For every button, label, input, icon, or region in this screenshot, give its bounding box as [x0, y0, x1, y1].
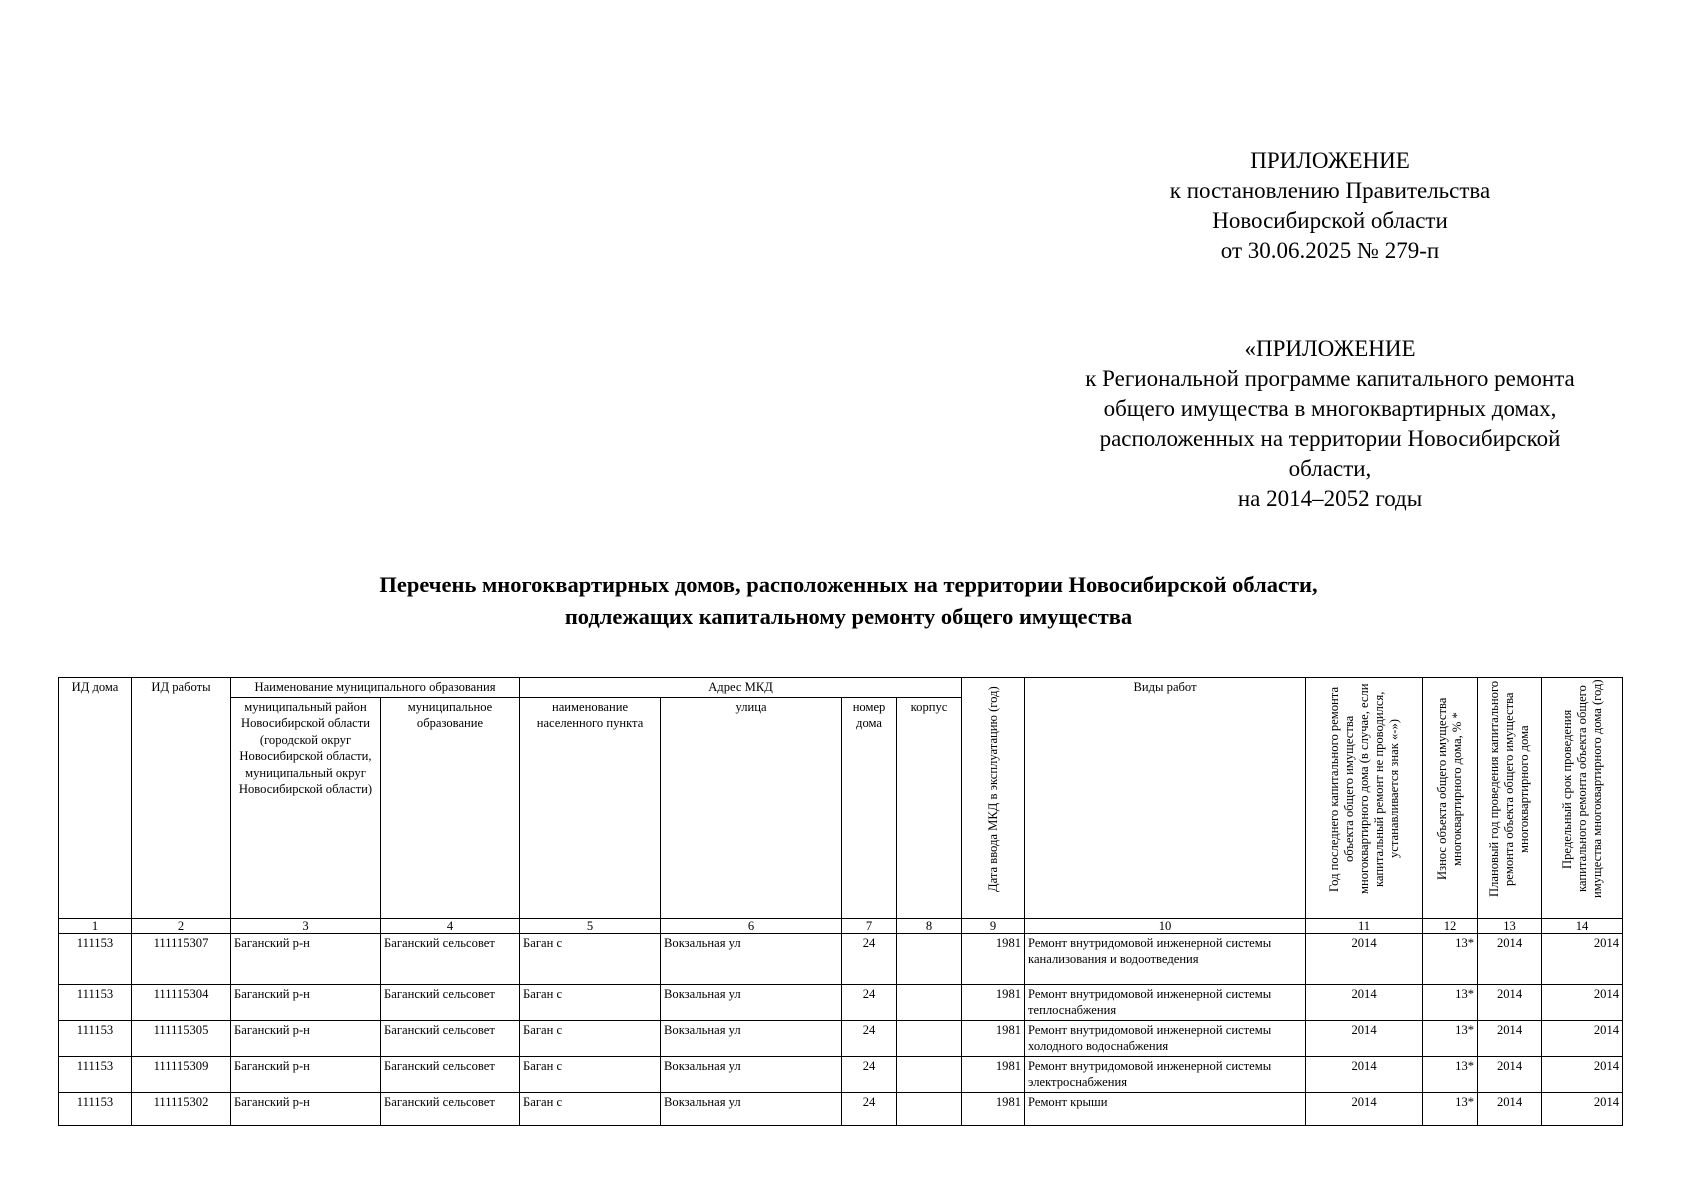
cell-building: [897, 1056, 962, 1092]
cell-street: Вокзальная ул: [661, 1056, 842, 1092]
column-number: 13: [1478, 918, 1542, 933]
cell-house-id: 111153: [59, 933, 132, 984]
cell-settlement: Баган с: [520, 1056, 661, 1092]
col-header-street: улица: [661, 697, 842, 918]
col-header-commission-year: Дата ввода МКД в эксплуатацию (год): [962, 678, 1025, 919]
cell-house-number: 24: [842, 1056, 897, 1092]
col-header-work-types: Виды работ: [1025, 678, 1306, 919]
cell-work-type: Ремонт внутридомовой инженерной системы канализования и водоотведения: [1025, 933, 1306, 984]
column-number: 9: [962, 918, 1025, 933]
col-header-house-id: ИД дома: [59, 678, 132, 919]
cell-commission-year: 1981: [962, 1056, 1025, 1092]
col-header-last-repair-year: Год последнего капитального ремонта объекта общего имущества многоквартирного дома (в случае, если капитальный ремонт не проводился, устанавливается знак «-»): [1306, 678, 1423, 919]
cell-wear: 13*: [1423, 1056, 1478, 1092]
cell-house-number: 24: [842, 1020, 897, 1056]
table-row: [59, 1056, 1623, 1092]
col-group-address: Адрес МКД: [520, 678, 962, 698]
cell-building: [897, 1020, 962, 1056]
cell-wear: 13*: [1423, 1020, 1478, 1056]
cell-building: [897, 984, 962, 1020]
cell-street: Вокзальная ул: [661, 1020, 842, 1056]
cell-work-id: 111115302: [132, 1092, 231, 1125]
cell-work-id: 111115304: [132, 984, 231, 1020]
cell-last-repair: 2014: [1306, 1020, 1423, 1056]
appendix-block-resolution: [1075, 146, 1585, 266]
cell-commission-year: 1981: [962, 933, 1025, 984]
cell-deadline: 2014: [1542, 933, 1623, 984]
cell-wear: 13*: [1423, 984, 1478, 1020]
document-title-line-1: Перечень многоквартирных домов, расположенных на территории Новосибирской области,: [379, 572, 1318, 597]
appendix-heading: ПРИЛОЖЕНИЕ: [1250, 148, 1410, 173]
cell-planned: 2014: [1478, 1056, 1542, 1092]
appendix-line: Новосибирской области: [1212, 208, 1448, 233]
cell-work-id: 111115309: [132, 1056, 231, 1092]
col-header-house-number: номер дома: [842, 697, 897, 918]
column-number: 7: [842, 918, 897, 933]
cell-street: Вокзальная ул: [661, 933, 842, 984]
cell-work-type: Ремонт внутридомовой инженерной системы теплоснабжения: [1025, 984, 1306, 1020]
cell-wear: 13*: [1423, 933, 1478, 984]
appendix-block-program: [1020, 334, 1640, 514]
col-header-settlement: наименование населенного пункта: [520, 697, 661, 918]
cell-district: Баганский р-н: [231, 1056, 381, 1092]
appendix-line: расположенных на территории Новосибирской: [1099, 426, 1561, 451]
col-header-municipal-formation: муниципальное образование: [381, 697, 520, 918]
cell-work-type: Ремонт крыши: [1025, 1092, 1306, 1125]
cell-formation: Баганский сельсовет: [381, 933, 520, 984]
cell-district: Баганский р-н: [231, 933, 381, 984]
column-number: 8: [897, 918, 962, 933]
table-row: [59, 933, 1623, 984]
cell-street: Вокзальная ул: [661, 1092, 842, 1125]
table-row: [59, 984, 1623, 1020]
cell-work-type: Ремонт внутридомовой инженерной системы холодного водоснабжения: [1025, 1020, 1306, 1056]
appendix-line: к постановлению Правительства: [1169, 178, 1491, 203]
appendix-line: общего имущества в многоквартирных домах,: [1103, 396, 1557, 421]
table-row: [59, 1020, 1623, 1056]
col-header-deadline-year: Предельный срок проведения капитального ремонта объекта общего имущества многоквартирного дома (год): [1542, 678, 1623, 919]
cell-work-type: Ремонт внутридомовой инженерной системы электроснабжения: [1025, 1056, 1306, 1092]
cell-street: Вокзальная ул: [661, 984, 842, 1020]
col-group-municipal: Наименование муниципального образования: [231, 678, 520, 698]
document-title-line-2: подлежащих капитальному ремонту общего имущества: [564, 604, 1133, 629]
cell-last-repair: 2014: [1306, 933, 1423, 984]
cell-building: [897, 1092, 962, 1125]
cell-commission-year: 1981: [962, 1092, 1025, 1125]
cell-house-number: 24: [842, 1092, 897, 1125]
cell-deadline: 2014: [1542, 1056, 1623, 1092]
cell-wear: 13*: [1423, 1092, 1478, 1125]
cell-work-id: 111115307: [132, 933, 231, 984]
col-header-wear: Износ объекта общего имущества многоквартирного дома, % *: [1423, 678, 1478, 919]
cell-last-repair: 2014: [1306, 984, 1423, 1020]
cell-last-repair: 2014: [1306, 1056, 1423, 1092]
cell-house-id: 111153: [59, 984, 132, 1020]
column-number: 12: [1423, 918, 1478, 933]
houses-repair-table: [58, 677, 1623, 1126]
cell-commission-year: 1981: [962, 1020, 1025, 1056]
header-row-top: [59, 678, 1623, 698]
appendix-date-number: от 30.06.2025 № 279-п: [1220, 238, 1440, 263]
column-number: 5: [520, 918, 661, 933]
column-number: 11: [1306, 918, 1423, 933]
cell-settlement: Баган с: [520, 1020, 661, 1056]
col-header-work-id: ИД работы: [132, 678, 231, 919]
cell-house-number: 24: [842, 984, 897, 1020]
appendix-heading: «ПРИЛОЖЕНИЕ: [1244, 336, 1416, 361]
cell-formation: Баганский сельсовет: [381, 984, 520, 1020]
column-number: 1: [59, 918, 132, 933]
col-header-building: корпус: [897, 697, 962, 918]
column-number: 4: [381, 918, 520, 933]
column-number: 2: [132, 918, 231, 933]
cell-settlement: Баган с: [520, 933, 661, 984]
cell-planned: 2014: [1478, 933, 1542, 984]
cell-planned: 2014: [1478, 984, 1542, 1020]
cell-settlement: Баган с: [520, 1092, 661, 1125]
cell-formation: Баганский сельсовет: [381, 1056, 520, 1092]
column-number: 3: [231, 918, 381, 933]
column-number: 14: [1542, 918, 1623, 933]
cell-district: Баганский р-н: [231, 1092, 381, 1125]
cell-deadline: 2014: [1542, 1020, 1623, 1056]
cell-deadline: 2014: [1542, 984, 1623, 1020]
cell-settlement: Баган с: [520, 984, 661, 1020]
cell-last-repair: 2014: [1306, 1092, 1423, 1125]
document-title: [150, 569, 1547, 633]
cell-house-number: 24: [842, 933, 897, 984]
table-row: [59, 1092, 1623, 1125]
cell-formation: Баганский сельсовет: [381, 1092, 520, 1125]
cell-planned: 2014: [1478, 1092, 1542, 1125]
cell-deadline: 2014: [1542, 1092, 1623, 1125]
cell-building: [897, 933, 962, 984]
cell-commission-year: 1981: [962, 984, 1025, 1020]
cell-house-id: 111153: [59, 1020, 132, 1056]
cell-district: Баганский р-н: [231, 1020, 381, 1056]
appendix-line: области,: [1288, 456, 1372, 481]
cell-planned: 2014: [1478, 1020, 1542, 1056]
appendix-line: к Региональной программе капитального ремонта: [1085, 366, 1575, 391]
cell-formation: Баганский сельсовет: [381, 1020, 520, 1056]
col-header-municipal-district: муниципальный район Новосибирской области (городской округ Новосибирской области, муниципальный округ Новосибирской области): [231, 697, 381, 918]
column-number: 6: [661, 918, 842, 933]
column-numbers-row: [59, 918, 1623, 933]
col-header-planned-year: Плановый год проведения капитального ремонта объекта общего имущества многоквартирного дома: [1478, 678, 1542, 919]
appendix-period: на 2014–2052 годы: [1237, 486, 1423, 511]
cell-house-id: 111153: [59, 1092, 132, 1125]
cell-work-id: 111115305: [132, 1020, 231, 1056]
column-number: 10: [1025, 918, 1306, 933]
cell-district: Баганский р-н: [231, 984, 381, 1020]
cell-house-id: 111153: [59, 1056, 132, 1092]
